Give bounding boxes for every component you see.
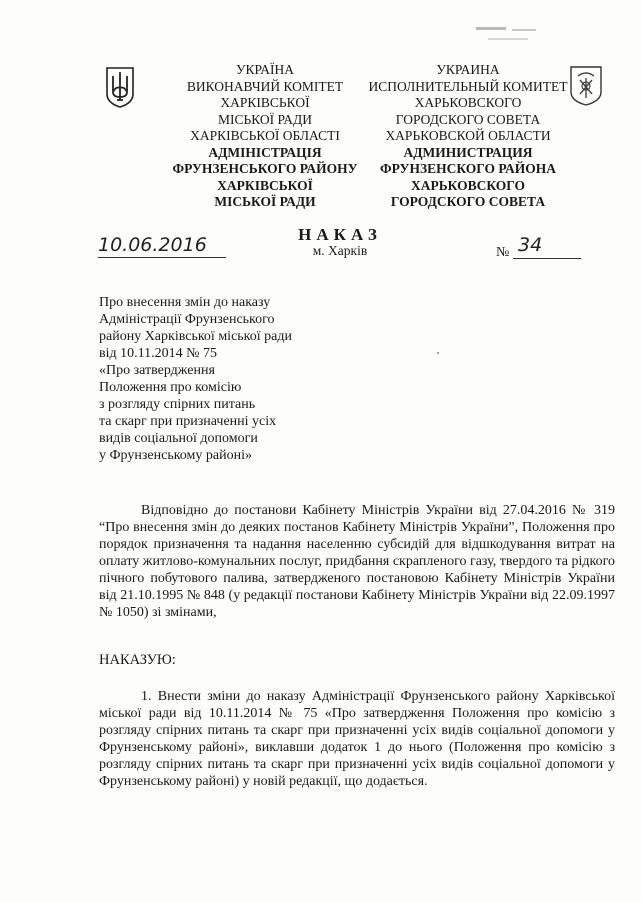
- scan-mark: [512, 29, 536, 31]
- subject-line: Про внесення змін до наказу: [99, 295, 271, 310]
- subject-line: видів соціальної допомоги: [99, 431, 258, 446]
- header-line: ХАРЬКОВСКОЙ ОБЛАСТИ: [385, 128, 551, 143]
- header-line: ВИКОНАВЧИЙ КОМІТЕТ: [186, 78, 344, 94]
- date-underline: [98, 257, 226, 258]
- order-item-1: 1. Внести зміни до наказу Адміністрації Фрунзенського району Харківської міської ради від 10.11.2014 № 75 «Про затвердження Положення про комісію з розгляду спірних питань та скарг при призначенні усіх видів соціальної допомоги у Фрунзенському районі», виклавши додаток 1 до нього (Положення про комісію з розгляду спірних питань та скарг при призначенні усіх видів соціальної допомоги у Фрунзенському районі) у новій редакції, що додається.: [99, 689, 615, 789]
- header-line: ФРУНЗЕНСКОГО РАЙОНА: [380, 161, 556, 176]
- subject-line: від 10.11.2014 № 75: [99, 346, 217, 361]
- order-city: м. Харків: [312, 243, 368, 258]
- header-line: УКРАЇНА: [235, 62, 295, 77]
- subject-line: «Про затвердження: [99, 363, 215, 378]
- order-word: НАКАЗУЮ:: [99, 652, 176, 668]
- header-right: [350, 62, 586, 211]
- header-line: ГОРОДСКОГО СОВЕТА: [390, 194, 546, 209]
- trident-emblem-icon: [104, 66, 136, 108]
- order-title: НАКАЗ: [298, 225, 382, 244]
- header-line: МІСЬКОЇ РАДИ: [214, 194, 316, 209]
- scan-mark: [488, 38, 528, 40]
- subject-line: Положення про комісію: [99, 380, 242, 395]
- header-line: ХАРКІВСЬКОЇ: [220, 95, 310, 110]
- header-line: ХАРЬКОВСКОГО: [410, 177, 526, 193]
- header-line: АДМІНІСТРАЦІЯ: [208, 144, 322, 160]
- order-number: 34: [518, 234, 543, 256]
- number-underline: [513, 258, 581, 259]
- subject-line: району Харківської міської ради: [99, 329, 292, 344]
- subject-line: Адміністрації Фрунзенського: [99, 312, 275, 327]
- header-line: ХАРКІВСЬКОЇ: [217, 177, 313, 193]
- header-line: ГОРОДСКОГО СОВЕТА: [395, 111, 541, 127]
- order-number-label: №: [496, 245, 510, 260]
- scan-mark: [476, 27, 506, 30]
- subject-line: у Фрунзенському районі»: [99, 448, 252, 463]
- header-line: УКРАИНА: [436, 62, 500, 77]
- subject-block: [99, 294, 339, 464]
- header-line: ФРУНЗЕНСЬКОГО РАЙОНУ: [172, 161, 358, 176]
- header-line: МІСЬКОЇ РАДИ: [217, 111, 313, 127]
- subject-line: та скарг при призначенні усіх: [99, 414, 277, 429]
- header-line: ХАРКІВСЬКОЇ ОБЛАСТІ: [190, 128, 340, 143]
- preamble-paragraph: Відповідно до постанови Кабінету Міністрів України від 27.04.2016 № 319 “Про внесення змін до деяких постанов Кабінету Міністрів України”, Положення про порядок призначення та надання населенню субсидій для відшкодування витрат на оплату житлово-комунальних послуг, придбання скрапленого газу, твердого та рідкого пічного побутового палива, затвердженого постановою Кабінету Міністрів України від 21.10.1995 № 848 (у редакції постанови Кабінету Міністрів України від 22.09.1997 № 1050) зі змінами,: [99, 503, 615, 620]
- header-line: ХАРЬКОВСКОГО: [414, 95, 522, 110]
- header-line: ИСПОЛНИТЕЛЬНЫЙ КОМИТЕТ: [368, 78, 568, 94]
- subject-line: з розгляду спірних питань: [99, 397, 256, 412]
- header-line: АДМИНИСТРАЦИЯ: [403, 144, 533, 160]
- scan-dot: [437, 352, 439, 354]
- order-date: 10.06.2016: [98, 234, 207, 256]
